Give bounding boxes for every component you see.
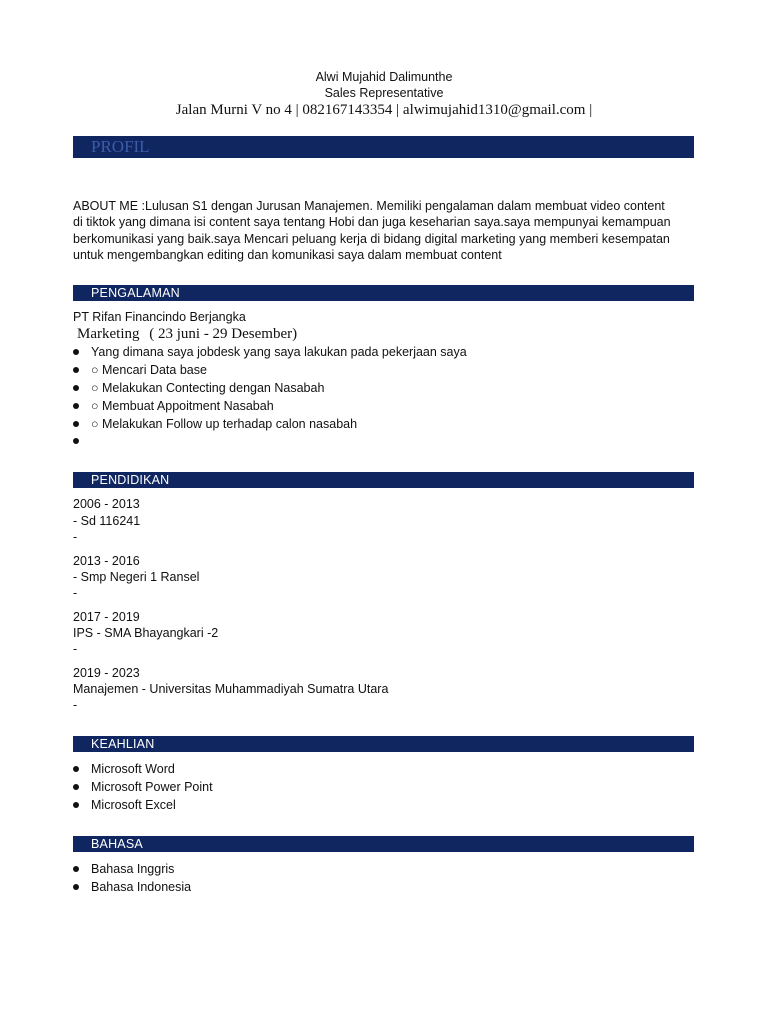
keahlian-section-title: KEAHLIAN — [91, 737, 155, 751]
contact-line: Jalan Murni V no 4 | 082167143354 | alwimujahid1310@gmail.com | — [175, 102, 593, 118]
keahlian-section-bar — [73, 736, 694, 752]
education-school: Manajemen - Universitas Muhammadiyah Sumatra Utara — [73, 682, 389, 696]
pendidikan-section-title: PENDIDIKAN — [91, 473, 170, 487]
experience-bullet: ○ Membuat Appoitment Nasabah — [91, 399, 274, 413]
bullet-dot — [73, 884, 79, 890]
bullet-dot — [73, 385, 79, 391]
skill-item: Microsoft Word — [91, 762, 175, 776]
experience-period: ( 23 juni - 29 Desember) — [149, 326, 298, 342]
about-line: ABOUT ME :Lulusan S1 dengan Jurusan Manajemen. Memiliki pengalaman dalam membuat video content — [73, 199, 665, 213]
skill-item: Microsoft Excel — [91, 798, 176, 812]
about-line: berkomunikasi yang baik.saya Mencari peluang kerja di bidang digital marketing yang memberi kesempatan — [73, 232, 670, 246]
skill-item: Microsoft Power Point — [91, 780, 213, 794]
profil-section-title: PROFIL — [91, 137, 150, 156]
about-line: untuk mengembangkan editing dan komunikasi saya dalam membuat content — [73, 248, 502, 262]
experience-company: PT Rifan Financindo Berjangka — [73, 310, 246, 324]
pendidikan-section-bar — [73, 472, 694, 488]
bullet-dot — [73, 802, 79, 808]
language-item: Bahasa Inggris — [91, 862, 175, 876]
education-years: 2019 - 2023 — [73, 666, 140, 680]
about-line: di tiktok yang dimana isi content saya tentang Hobi dan juga keseharian saya.saya mempunyai kemampuan — [73, 215, 671, 229]
bullet-dot — [73, 403, 79, 409]
pengalaman-section-bar — [73, 285, 694, 301]
experience-position-line — [77, 325, 297, 343]
bullet-dot — [73, 367, 79, 373]
education-years: 2017 - 2019 — [73, 610, 140, 624]
bahasa-section-bar — [73, 836, 694, 852]
bullet-dot — [73, 766, 79, 772]
profil-section-bar — [73, 136, 694, 158]
experience-position: Marketing — [77, 326, 140, 342]
education-school: IPS - SMA Bhayangkari -2 — [73, 626, 219, 640]
education-note: - — [73, 586, 78, 600]
experience-bullet: ○ Melakukan Contecting dengan Nasabah — [91, 381, 325, 395]
education-school: - Sd 116241 — [73, 514, 141, 528]
candidate-role: Sales Representative — [324, 86, 444, 100]
bullet-dot — [73, 784, 79, 790]
education-years: 2006 - 2013 — [73, 497, 140, 511]
education-note: - — [73, 530, 78, 544]
education-note: - — [73, 642, 78, 656]
education-school: - Smp Negeri 1 Ransel — [73, 570, 200, 584]
candidate-name: Alwi Mujahid Dalimunthe — [315, 70, 453, 84]
bullet-dot — [73, 438, 79, 444]
language-item: Bahasa Indonesia — [91, 880, 192, 894]
experience-bullet: Yang dimana saya jobdesk yang saya lakukan pada pekerjaan saya — [91, 345, 467, 359]
education-years: 2013 - 2016 — [73, 554, 140, 568]
pengalaman-section-title: PENGALAMAN — [91, 286, 180, 300]
experience-bullet: ○ Mencari Data base — [91, 363, 207, 377]
experience-bullet: ○ Melakukan Follow up terhadap calon nasabah — [91, 417, 358, 431]
bullet-dot — [73, 349, 79, 355]
bahasa-section-title: BAHASA — [91, 837, 143, 851]
bullet-dot — [73, 866, 79, 872]
education-note: - — [73, 698, 78, 712]
bullet-dot — [73, 421, 79, 427]
